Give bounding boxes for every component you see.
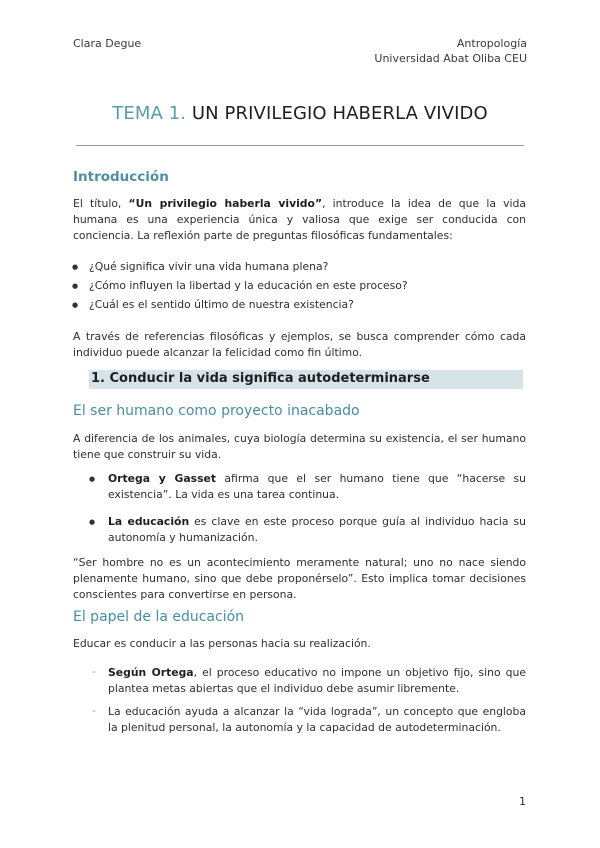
- header-university: Universidad Abat Oliba CEU: [374, 52, 527, 65]
- intro-p1-bold: “Un privilegio haberla vivido”: [128, 197, 323, 210]
- ortega-dash-bold: Según Ortega: [108, 666, 194, 679]
- education-bullet-bold: La educación: [108, 515, 190, 528]
- intro-heading: Introducción: [73, 169, 169, 185]
- quote-paragraph: “Ser hombre no es un acontecimiento meramente natural; uno no nace siendo plenamente humano, sino que debe proponérselo”. Esto implica tomar decisiones conscientes para convertirse en persona.: [73, 556, 526, 601]
- section-1-heading: 1. Conducir la vida significa autodeterminarse: [91, 371, 430, 386]
- header-subject: Antropología: [456, 37, 527, 50]
- title-divider: [76, 145, 524, 146]
- subsection-2-heading: El papel de la educación: [73, 609, 245, 625]
- intro-question-3: ● ¿Cuál es el sentido último de nuestra existencia?: [89, 297, 354, 313]
- title-main: UN PRIVILEGIO HABERLA VIVIDO: [186, 103, 488, 124]
- page-number: 1: [519, 795, 526, 808]
- intro-paragraph-2: A través de referencias filosóficas y ejemplos, se busca comprender cómo cada individuo puede alcanzar la felicidad como fin último.: [73, 330, 526, 359]
- page-title: [0, 103, 600, 124]
- dash-icon: -: [92, 665, 96, 678]
- dash-icon: -: [92, 704, 96, 717]
- title-prefix: TEMA 1.: [112, 103, 187, 124]
- subsection-1-heading: El ser humano como proyecto inacabado: [73, 403, 360, 419]
- subsection-1-paragraph: A diferencia de los animales, cuya biología determina su existencia, el ser humano tiene que construir su vida.: [73, 432, 526, 461]
- intro-p1-rest: , introduce la idea de que la vida humana es una experiencia única y valiosa que exige ser conducida con conciencia. La reflexión parte de preguntas filosóficas fundamentales:: [73, 197, 526, 242]
- intro-question-2: ● ¿Cómo influyen la libertad y la educación en este proceso?: [89, 278, 408, 294]
- ortega-bullet-bold: Ortega y Gasset: [108, 472, 217, 485]
- ortega-dash-item: [108, 665, 526, 697]
- ortega-dash-text: , el proceso educativo no impone un objetivo fijo, sino que plantea metas abiertas que el individuo debe asumir libremente.: [108, 666, 526, 695]
- bullet-icon: ●: [89, 518, 96, 526]
- intro-p1-lead: El título,: [73, 197, 129, 210]
- intro-paragraph-1: [73, 196, 526, 244]
- subsection-2-paragraph: Educar es conducir a las personas hacia su realización.: [73, 637, 371, 650]
- ortega-bullet-text: afirma que el ser humano tiene que “hacerse su existencia”. La vida es una tarea continua.: [108, 472, 527, 501]
- intro-question-1: ● ¿Qué significa vivir una vida humana plena?: [89, 259, 328, 275]
- education-bullet: [108, 514, 526, 546]
- bullet-icon: ●: [89, 475, 96, 483]
- vida-lograda-dash-item: La educación ayuda a alcanzar la “vida lograda”, un concepto que engloba la plenitud personal, la autonomía y la capacidad de autodeterminación.: [108, 705, 526, 734]
- header-author: Clara Degue: [73, 37, 142, 50]
- education-bullet-text: es clave en este proceso porque guía al individuo hacia su autonomía y humanización.: [108, 515, 527, 544]
- ortega-bullet: [108, 471, 526, 503]
